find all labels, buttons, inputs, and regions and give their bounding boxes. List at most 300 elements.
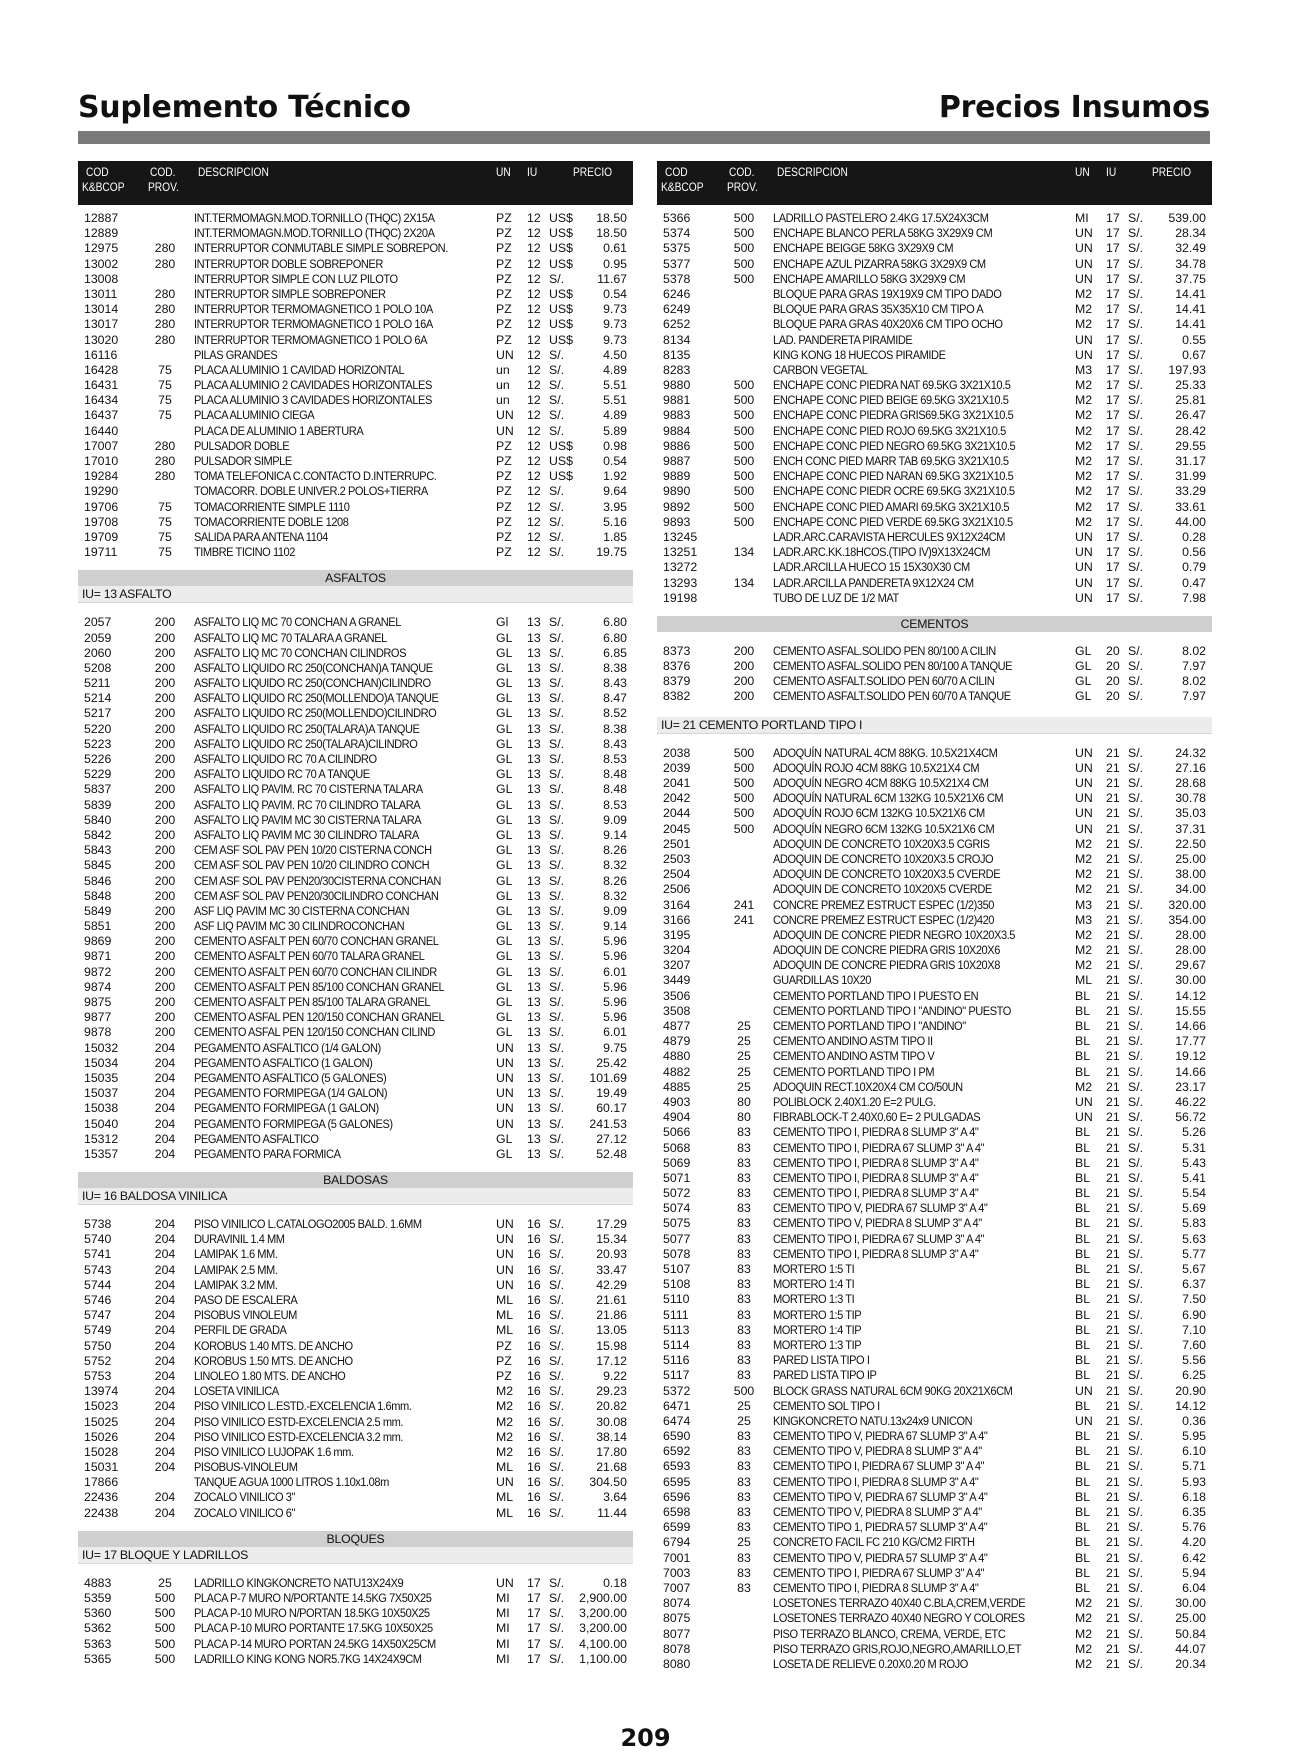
provider-code: 25 (737, 1034, 751, 1049)
provider-code: 200 (154, 979, 176, 994)
item-price: 32.49 (1175, 241, 1206, 256)
item-unit: PZ (496, 211, 512, 225)
item-unit: BL (1075, 1353, 1091, 1368)
item-code: 5740 (84, 1232, 112, 1247)
item-currency: S/. (549, 721, 565, 736)
item-price: 5.76 (1182, 1520, 1206, 1535)
table-row (78, 1293, 633, 1308)
item-price: 3.95 (603, 499, 627, 514)
item-iu: 21 (1106, 1353, 1120, 1368)
item-currency: S/. (1128, 973, 1144, 988)
item-code: 15357 (84, 1146, 119, 1161)
item-code: 5362 (84, 1621, 112, 1636)
table-row (657, 439, 1212, 454)
item-code: 5846 (84, 873, 112, 888)
item-description: CEMENTO TIPO I, PIEDRA 8 SLUMP 3" A 4" (773, 1580, 979, 1595)
item-iu: 17 (1106, 271, 1120, 286)
item-iu: 13 (527, 858, 541, 873)
item-unit: BL (1075, 988, 1091, 1003)
item-price: 5.67 (1182, 1262, 1206, 1276)
item-price: 38.14 (596, 1429, 627, 1444)
item-description: ASFALTO LIQ PAVIM MC 30 CISTERNA TALARA (194, 812, 422, 827)
table-row (657, 530, 1212, 545)
item-iu: 21 (1106, 1398, 1120, 1413)
item-currency: US$ (549, 211, 573, 225)
item-price: 539.00 (1168, 211, 1206, 225)
table-row (78, 1117, 633, 1132)
item-price: 30.00 (1175, 973, 1206, 988)
table-row (657, 1627, 1212, 1642)
item-code: 13974 (84, 1384, 119, 1399)
item-code: 8078 (663, 1641, 691, 1656)
provider-code: 200 (154, 767, 176, 782)
item-iu: 21 (1106, 1337, 1120, 1352)
table-row (657, 348, 1212, 363)
item-description: ASFALTO LIQ MC 70 CONCHAN CILINDROS (194, 645, 407, 660)
item-iu: 13 (527, 949, 541, 964)
section-spacer (78, 603, 633, 615)
table-row (657, 1490, 1212, 1505)
item-description: ADOQUIN RECT.10X20X4 CM CO/50UN (773, 1079, 963, 1094)
item-currency: S/. (549, 378, 565, 393)
provider-code: 200 (154, 919, 176, 934)
item-description: TOMACORRIENTE SIMPLE 1110 (194, 499, 350, 514)
item-price: 9.09 (603, 812, 627, 827)
table-row (657, 761, 1212, 776)
table-row (78, 752, 633, 767)
item-price: 0.55 (1182, 332, 1206, 347)
item-price: 5.63 (1182, 1231, 1206, 1246)
item-code: 22438 (84, 1505, 119, 1520)
provider-code: 200 (154, 797, 176, 812)
item-iu: 21 (1106, 1125, 1120, 1140)
item-iu: 17 (1106, 545, 1120, 560)
item-code: 9884 (663, 423, 691, 438)
item-unit: UN (1075, 1094, 1093, 1109)
item-currency: S/. (1128, 1049, 1144, 1064)
item-currency: S/. (549, 1131, 565, 1146)
table-row (657, 837, 1212, 852)
item-price: 19.49 (596, 1086, 627, 1101)
item-description: PERFIL DE GRADA (194, 1323, 287, 1338)
item-code: 13017 (84, 317, 119, 332)
item-price: 6.80 (603, 615, 627, 630)
item-price: 8.53 (603, 752, 627, 766)
item-currency: S/. (1128, 1292, 1144, 1307)
item-currency: S/. (1128, 575, 1144, 590)
section-spacer (657, 606, 1212, 612)
item-iu: 21 (1106, 1459, 1120, 1474)
item-code: 5743 (84, 1262, 112, 1277)
item-price: 7.97 (1182, 689, 1206, 704)
item-currency: S/. (549, 1010, 565, 1025)
provider-code: 25 (737, 1079, 751, 1094)
item-price: 5.16 (603, 514, 627, 529)
item-unit: BL (1075, 1216, 1091, 1231)
item-iu: 21 (1106, 821, 1120, 836)
item-iu: 17 (527, 1651, 541, 1666)
table-row (657, 1642, 1212, 1657)
item-unit: BL (1075, 1550, 1091, 1565)
item-iu: 13 (527, 1070, 541, 1085)
item-iu: 17 (1106, 393, 1120, 408)
item-code: 4903 (663, 1094, 691, 1109)
item-price: 37.75 (1175, 271, 1206, 286)
item-code: 5229 (84, 767, 112, 782)
price-table-left (78, 161, 633, 1667)
item-code: 9886 (663, 438, 691, 453)
table-row (78, 904, 633, 919)
item-unit: UN (496, 1217, 514, 1232)
col-header-un: UN (1075, 165, 1090, 179)
item-description: ASFALTO LIQUIDO RC 250(TALARA)CILINDRO (194, 736, 418, 751)
item-price: 23.17 (1175, 1079, 1206, 1094)
item-currency: S/. (1128, 1520, 1144, 1535)
provider-code: 500 (733, 241, 755, 256)
item-price: 0.67 (1182, 347, 1206, 362)
item-currency: S/. (1128, 1079, 1144, 1094)
item-code: 5372 (663, 1383, 691, 1398)
item-price: 46.22 (1175, 1094, 1206, 1109)
item-unit: GL (496, 843, 513, 858)
item-iu: 12 (527, 408, 541, 423)
item-unit: M2 (1075, 927, 1093, 942)
item-unit: PZ (496, 226, 512, 241)
item-currency: S/. (549, 1490, 565, 1505)
item-currency: S/. (549, 919, 565, 934)
item-code: 5750 (84, 1338, 112, 1353)
provider-code: 200 (154, 676, 176, 691)
item-iu: 16 (527, 1262, 541, 1277)
category-title: CEMENTOS (657, 616, 1212, 632)
item-price: 8.32 (603, 888, 627, 903)
item-currency: S/. (549, 995, 565, 1009)
item-price: 5.69 (1182, 1201, 1206, 1216)
table-row (78, 317, 633, 332)
item-description: CEMENTO PORTLAND TIPO I PM (773, 1064, 935, 1079)
item-code: 15038 (84, 1101, 119, 1116)
item-currency: S/. (549, 1338, 565, 1353)
item-iu: 13 (527, 873, 541, 888)
item-price: 22.50 (1175, 836, 1206, 851)
table-row (657, 287, 1212, 302)
item-code: 5110 (663, 1292, 690, 1307)
table-row (78, 1101, 633, 1116)
table-row (78, 530, 633, 545)
table-row (657, 1414, 1212, 1429)
item-code: 5108 (663, 1277, 691, 1292)
item-code: 16437 (84, 408, 119, 423)
item-description: MORTERO 1:3 TIP (773, 1337, 862, 1352)
item-unit: UN (496, 347, 514, 362)
table-header (657, 161, 1212, 205)
item-unit: BL (1075, 1474, 1091, 1489)
item-description: LAMIPAK 2.5 MM. (194, 1262, 278, 1277)
category-subtitle: IU= 17 BLOQUE Y LADRILLOS (78, 1547, 633, 1564)
item-iu: 17 (1106, 378, 1120, 393)
item-code: 3207 (663, 958, 691, 973)
item-description: LADRILLO KING KONG NOR5.7KG 14X24X9CM (194, 1651, 422, 1666)
table-row (78, 302, 633, 317)
item-description: ASF LIQ PAVIM MC 30 CILINDROCONCHAN (194, 919, 405, 934)
item-price: 8.43 (603, 676, 627, 691)
item-currency: S/. (549, 706, 565, 721)
item-unit: un (496, 378, 510, 393)
table-row (78, 1354, 633, 1369)
item-description: ENCHAPE CONC PIEDRA NAT 69.5KG 3X21X10.5 (773, 378, 1011, 393)
provider-code: 500 (733, 256, 755, 271)
item-code: 9878 (84, 1025, 112, 1040)
table-row (657, 867, 1212, 882)
item-unit: M2 (496, 1444, 514, 1459)
provider-code: 241 (733, 912, 755, 927)
item-price: 20.93 (596, 1247, 627, 1262)
item-price: 5.96 (603, 995, 627, 1009)
item-price: 3,200.00 (579, 1621, 627, 1636)
table-row (657, 591, 1212, 606)
item-price: 6.85 (603, 645, 627, 660)
item-unit: M2 (1075, 317, 1093, 332)
item-code: 3204 (663, 943, 691, 958)
item-currency: S/. (549, 1217, 565, 1232)
item-price: 25.81 (1175, 393, 1206, 408)
item-price: 6.10 (1182, 1444, 1206, 1459)
item-code: 5840 (84, 812, 112, 827)
item-currency: S/. (549, 660, 565, 675)
item-price: 15.98 (596, 1338, 627, 1353)
item-unit: GL (496, 1010, 513, 1025)
item-currency: S/. (1128, 1353, 1144, 1368)
provider-code: 200 (154, 934, 176, 949)
provider-code: 83 (737, 1125, 751, 1140)
item-code: 5072 (663, 1186, 691, 1201)
item-currency: S/. (549, 271, 565, 286)
table-row (78, 1132, 633, 1147)
table-row (657, 1171, 1212, 1186)
item-currency: S/. (549, 645, 565, 660)
item-description: ENCHAPE CONC PIED VERDE 69.5KG 3X21X10.5 (773, 514, 1013, 529)
provider-code: 83 (737, 1444, 751, 1459)
item-unit: M2 (1075, 378, 1093, 393)
item-code: 2506 (663, 882, 691, 897)
table-row (657, 1368, 1212, 1383)
table-header (78, 161, 633, 205)
item-code: 2059 (84, 630, 112, 645)
item-iu: 12 (527, 378, 541, 393)
item-iu: 16 (527, 1217, 541, 1232)
item-iu: 13 (527, 676, 541, 691)
table-row (78, 469, 633, 484)
item-currency: US$ (549, 332, 573, 347)
item-code: 5738 (84, 1217, 112, 1232)
provider-code: 80 (737, 1094, 751, 1109)
provider-code: 75 (158, 529, 172, 544)
item-description: PISO TERRAZO BLANCO, CREMA, VERDE, ETC (773, 1626, 1006, 1641)
table-row (78, 995, 633, 1010)
item-price: 8.02 (1182, 643, 1206, 658)
item-description: MORTERO 1:4 TIP (773, 1322, 862, 1337)
item-description: ADOQUIN DE CONCRETO 10X20X5 CVERDE (773, 882, 992, 897)
provider-code: 200 (154, 888, 176, 903)
item-currency: S/. (549, 1247, 565, 1262)
item-code: 19708 (84, 514, 119, 529)
item-unit: un (496, 362, 510, 377)
item-code: 5074 (663, 1201, 691, 1216)
item-price: 9.22 (603, 1368, 627, 1383)
item-price: 21.68 (596, 1460, 627, 1475)
table-row (657, 1232, 1212, 1247)
item-code: 13245 (663, 529, 698, 544)
item-description: ENCHAPE BLANCO PERLA 58KG 3X29X9 CM (773, 226, 993, 241)
item-currency: S/. (549, 827, 565, 842)
item-unit: GL (496, 827, 513, 842)
item-description: CONCRE PREMEZ ESTRUCT ESPEC (1/2)350 (773, 897, 994, 912)
item-price: 0.54 (603, 286, 627, 301)
item-price: 5.54 (1182, 1186, 1206, 1201)
table-row (657, 211, 1212, 226)
page-header (78, 90, 1210, 146)
item-currency: S/. (1128, 378, 1144, 393)
item-unit: MI (496, 1621, 510, 1636)
item-iu: 13 (527, 1010, 541, 1025)
item-code: 6599 (663, 1520, 691, 1535)
provider-code: 83 (737, 1277, 751, 1292)
item-code: 16431 (84, 378, 119, 393)
item-code: 2503 (663, 851, 691, 866)
item-description: CONCRETO FACIL FC 210 KG/CM2 FIRTH (773, 1535, 975, 1550)
item-currency: S/. (1128, 988, 1144, 1003)
item-currency: S/. (1128, 1505, 1144, 1519)
item-price: 4.89 (603, 408, 627, 423)
item-unit: M2 (1075, 851, 1093, 866)
item-code: 5078 (663, 1246, 691, 1261)
provider-code: 83 (737, 1520, 751, 1535)
item-iu: 21 (1106, 927, 1120, 942)
provider-code: 200 (733, 689, 755, 704)
item-code: 5839 (84, 797, 112, 812)
item-unit: UN (496, 1070, 514, 1085)
item-description: KINGKONCRETO NATU.13x24x9 UNICON (773, 1413, 973, 1428)
item-code: 9871 (84, 949, 112, 964)
table-row (78, 615, 633, 630)
table-row (657, 989, 1212, 1004)
item-currency: S/. (549, 514, 565, 529)
item-iu: 21 (1106, 1322, 1120, 1337)
provider-code: 200 (154, 706, 176, 721)
item-description: CEMENTO TIPO V, PIEDRA 67 SLUMP 3" A 4" (773, 1201, 988, 1216)
item-currency: US$ (549, 469, 573, 484)
table-row (78, 287, 633, 302)
item-code: 16116 (84, 347, 118, 362)
item-description: CEMENTO PORTLAND TIPO I PUESTO EN (773, 988, 979, 1003)
item-iu: 16 (527, 1505, 541, 1520)
item-code: 5378 (663, 271, 691, 286)
item-unit: GL (496, 736, 513, 751)
item-currency: S/. (549, 1232, 565, 1247)
table-row (78, 211, 633, 226)
item-code: 7001 (663, 1550, 691, 1565)
item-code: 5845 (84, 858, 112, 873)
item-description: TOMACORRIENTE DOBLE 1208 (194, 514, 349, 529)
item-price: 5.77 (1182, 1246, 1206, 1261)
item-price: 18.50 (596, 211, 627, 225)
item-code: 15037 (84, 1086, 119, 1101)
provider-code: 500 (733, 226, 755, 241)
item-description: ADOQUÍN ROJO 6CM 132KG 10.5X21X6 CM (773, 806, 985, 821)
item-currency: S/. (549, 499, 565, 514)
item-iu: 21 (1106, 1019, 1120, 1033)
item-unit: M2 (1075, 499, 1093, 514)
provider-code: 134 (733, 575, 755, 590)
item-iu: 12 (527, 514, 541, 529)
item-code: 4904 (663, 1110, 691, 1125)
item-currency: S/. (1128, 286, 1144, 301)
item-code: 6590 (663, 1429, 691, 1444)
provider-code: 500 (154, 1606, 176, 1621)
item-unit: BL (1075, 1277, 1091, 1292)
item-description: ASFALTO LIQUIDO RC 250(MOLLENDO)A TANQUE (194, 691, 439, 706)
table-row (78, 1369, 633, 1384)
item-price: 14.41 (1175, 302, 1206, 317)
item-currency: S/. (1128, 836, 1144, 851)
provider-code: 83 (737, 1337, 751, 1352)
item-code: 4885 (663, 1079, 691, 1094)
item-currency: S/. (1128, 1459, 1144, 1474)
item-code: 5843 (84, 843, 112, 858)
item-description: INTERRUPTOR TERMOMAGNETICO 1 POLO 10A (194, 302, 433, 317)
item-unit: M2 (1075, 514, 1093, 529)
item-unit: GL (496, 1131, 513, 1146)
provider-code: 204 (154, 1384, 176, 1399)
item-unit: GL (496, 903, 513, 918)
item-description: INTERRUPTOR TERMOMAGNETICO 1 POLO 16A (194, 317, 433, 332)
item-currency: S/. (549, 752, 565, 766)
item-currency: S/. (1128, 545, 1144, 560)
item-price: 15.55 (1175, 1003, 1206, 1018)
provider-code: 204 (154, 1490, 176, 1505)
item-code: 16434 (84, 393, 119, 408)
item-iu: 13 (527, 645, 541, 660)
item-price: 1,100.00 (579, 1651, 627, 1666)
item-iu: 21 (1106, 1292, 1120, 1307)
item-currency: US$ (549, 256, 573, 271)
provider-code: 204 (154, 1101, 176, 1116)
col-header-price: PRECIO (573, 165, 613, 179)
item-iu: 17 (527, 1575, 541, 1590)
table-row (78, 631, 633, 646)
item-description: ASF LIQ PAVIM MC 30 CISTERNA CONCHAN (194, 903, 410, 918)
item-price: 18.50 (596, 226, 627, 241)
item-description: ADOQUÍN ROJO 4CM 88KG 10.5X21X4 CM (773, 760, 980, 775)
provider-code: 25 (737, 1064, 751, 1079)
item-iu: 13 (527, 736, 541, 751)
item-currency: S/. (1128, 927, 1144, 942)
item-iu: 13 (527, 1101, 541, 1116)
item-unit: GL (1075, 643, 1092, 658)
item-currency: S/. (1128, 514, 1144, 529)
item-unit: GL (496, 1146, 513, 1161)
provider-code: 204 (154, 1338, 176, 1353)
item-currency: S/. (549, 736, 565, 751)
item-currency: S/. (549, 362, 565, 377)
item-description: CEMENTO PORTLAND TIPO I "ANDINO" (773, 1019, 966, 1033)
table-row (78, 454, 633, 469)
item-description: ASFALTO LIQ PAVIM MC 30 CILINDRO TALARA (194, 827, 419, 842)
item-unit: BL (1075, 1125, 1091, 1140)
item-code: 19706 (84, 499, 119, 514)
item-price: 37.31 (1175, 821, 1206, 836)
item-currency: S/. (549, 1293, 565, 1307)
